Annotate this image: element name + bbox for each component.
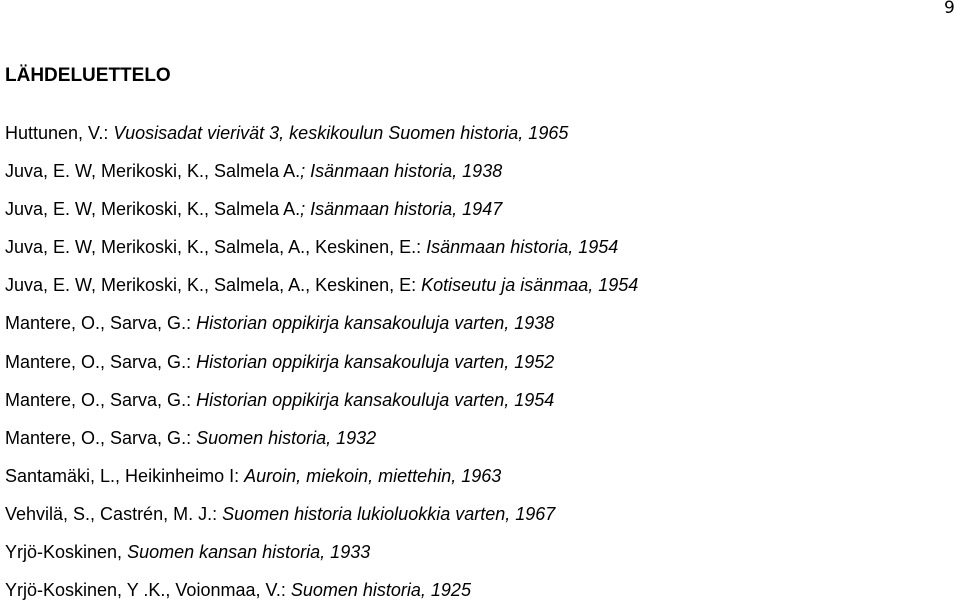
reference-title: Historian oppikirja kansakouluja varten, 1954 xyxy=(196,389,555,410)
reference-author: Yrjö-Koskinen, Y .K., Voionmaa, V.: xyxy=(5,580,291,601)
reference-title: Suomen historia, 1932 xyxy=(196,427,377,448)
reference-author: Juva, E. W, Merikoski, K., Salmela, A., Keskinen, E.: xyxy=(5,237,427,258)
reference-title: Historian oppikirja kansakouluja varten, 1938 xyxy=(196,313,555,334)
reference-item xyxy=(5,502,638,540)
reference-item xyxy=(5,273,638,311)
reference-item xyxy=(5,121,638,159)
reference-author: Yrjö-Koskinen, xyxy=(5,542,128,563)
reference-item xyxy=(5,426,638,464)
reference-title: Suomen historia lukioluokkia varten, 1967 xyxy=(222,503,556,524)
reference-item xyxy=(5,578,638,616)
reference-author: Juva, E. W, Merikoski, K., Salmela A. xyxy=(5,161,301,182)
section-heading: LÄHDELUETTELO xyxy=(5,65,171,86)
reference-item xyxy=(5,350,638,388)
reference-title: Auroin, miekoin, miettehin, 1963 xyxy=(244,465,502,486)
reference-author: Mantere, O., Sarva, G.: xyxy=(5,389,197,410)
reference-item xyxy=(5,197,638,235)
reference-title: Suomen historia, 1925 xyxy=(290,580,471,601)
reference-author: Juva, E. W, Merikoski, K., Salmela, A., Keskinen, E: xyxy=(5,275,422,296)
reference-title: ; Isänmaan historia, 1938 xyxy=(300,161,503,182)
reference-author: Mantere, O., Sarva, G.: xyxy=(5,313,197,334)
reference-title: Suomen kansan historia, 1933 xyxy=(127,542,371,563)
reference-item xyxy=(5,540,638,578)
reference-item xyxy=(5,388,638,426)
reference-item xyxy=(5,464,638,502)
reference-item xyxy=(5,159,638,197)
reference-item xyxy=(5,311,638,349)
reference-author: Juva, E. W, Merikoski, K., Salmela A. xyxy=(5,199,301,220)
reference-title: Kotiseutu ja isänmaa, 1954 xyxy=(421,275,639,296)
reference-title: ; Isänmaan historia, 1947 xyxy=(300,199,503,220)
reference-title: Isänmaan historia, 1954 xyxy=(426,237,619,258)
reference-author: Vehvilä, S., Castrén, M. J.: xyxy=(5,503,223,524)
reference-list xyxy=(5,121,638,616)
reference-author: Huttunen, V.: xyxy=(5,123,114,143)
reference-author: Mantere, O., Sarva, G.: xyxy=(5,351,197,372)
reference-title: Historian oppikirja kansakouluja varten, 1952 xyxy=(196,351,555,372)
reference-title: Vuosisadat vierivät 3, keskikoulun Suomen historia, 1965 xyxy=(113,123,569,143)
reference-author: Santamäki, L., Heikinheimo I: xyxy=(5,465,245,486)
page-number: 9 xyxy=(944,0,955,18)
reference-author: Mantere, O., Sarva, G.: xyxy=(5,427,197,448)
reference-item xyxy=(5,235,638,273)
